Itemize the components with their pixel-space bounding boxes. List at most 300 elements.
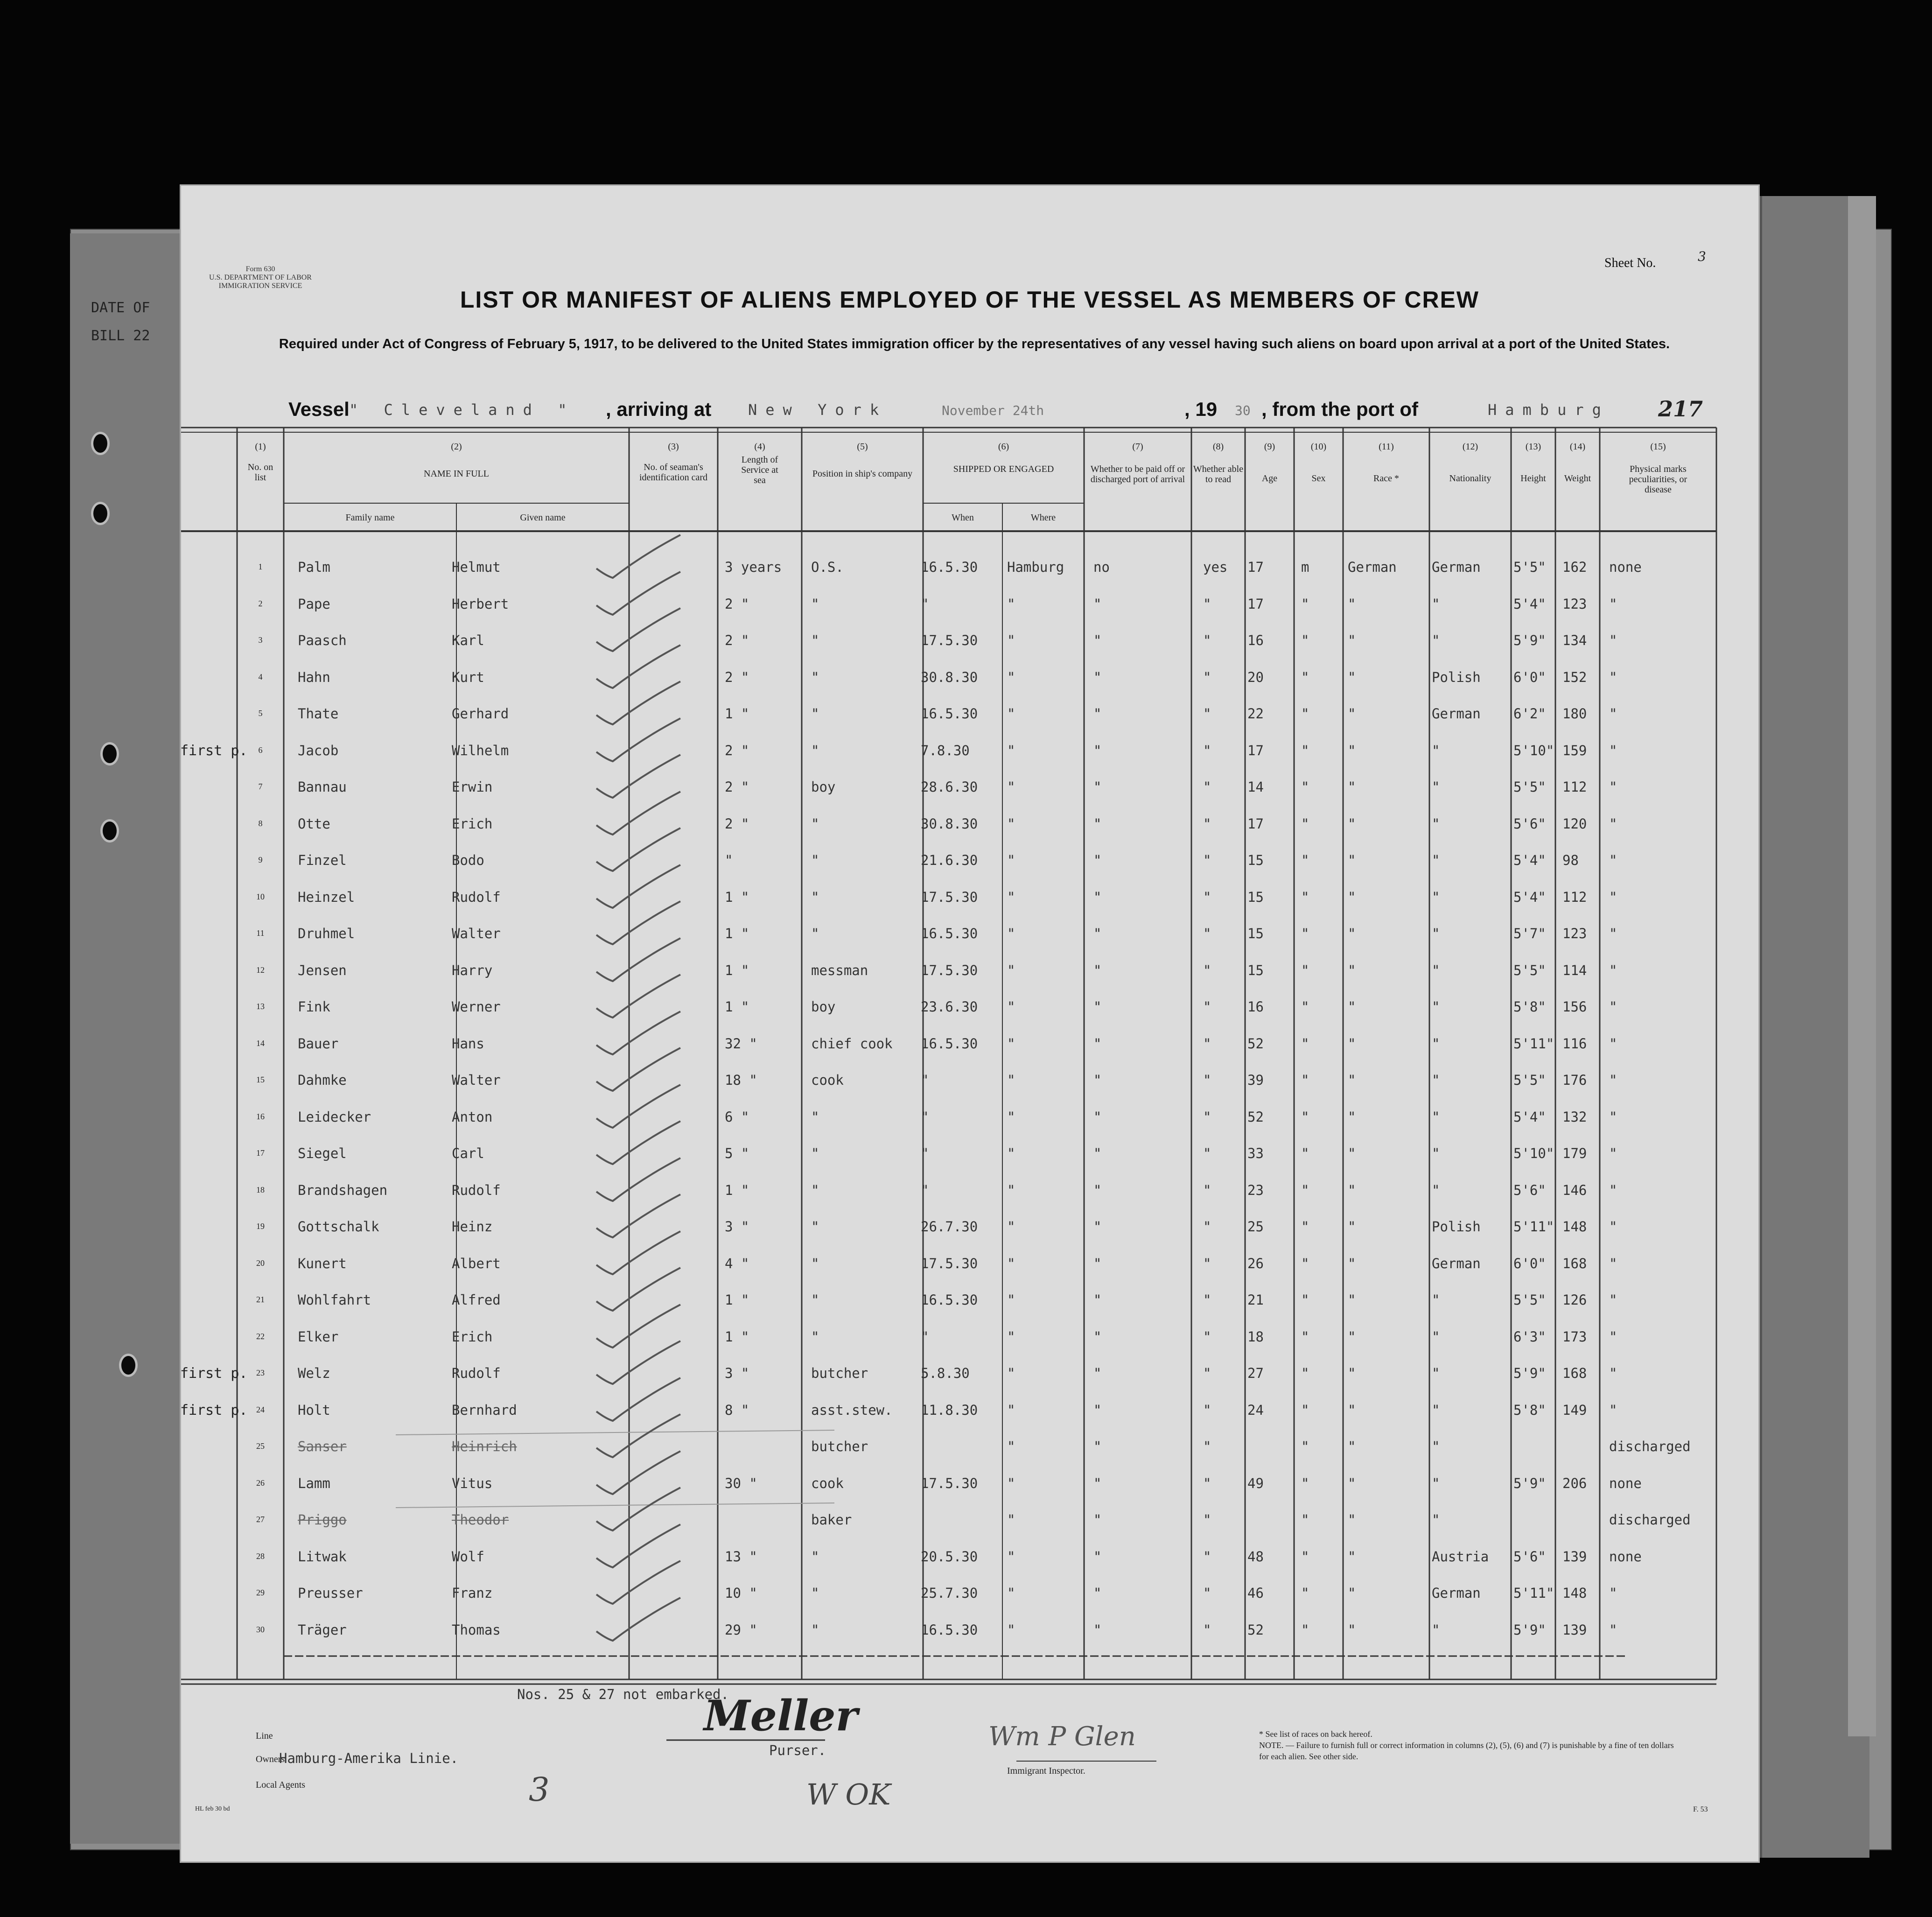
cell-given: Erich bbox=[452, 815, 493, 832]
cell-service: 2 " bbox=[725, 632, 749, 648]
cell-family: Sanser bbox=[298, 1439, 347, 1454]
cell-when: 17.5.30 bbox=[921, 962, 978, 978]
cell-height: 5'11" bbox=[1513, 1035, 1554, 1052]
cell-read: " bbox=[1203, 1475, 1211, 1491]
cell-race: " bbox=[1348, 1035, 1356, 1052]
cell-race: " bbox=[1348, 889, 1356, 905]
cell-paid: " bbox=[1093, 1512, 1102, 1528]
cell-paid: " bbox=[1093, 1182, 1102, 1198]
cell-sex: " bbox=[1301, 1548, 1309, 1565]
cell-nationality: " bbox=[1432, 1402, 1440, 1418]
cell-marks: " bbox=[1609, 1585, 1617, 1601]
cell-family: Kunert bbox=[298, 1255, 347, 1271]
cell-service: 5 " bbox=[725, 1145, 749, 1161]
cell-service: 29 " bbox=[725, 1622, 757, 1638]
cell-nationality: German bbox=[1432, 1585, 1481, 1601]
cell-given: Erich bbox=[452, 1328, 493, 1345]
row-number: 28 bbox=[256, 1551, 265, 1561]
cell-paid: " bbox=[1093, 779, 1102, 795]
cell-sex: " bbox=[1301, 1109, 1309, 1125]
printer-code: HL feb 30 bd bbox=[195, 1805, 230, 1812]
col-5-header: (5) Position in ship's company bbox=[812, 442, 913, 479]
penalty-note: NOTE. — Failure to furnish full or correct information in columns (2), (5), (6) and (7) is punishable by a fine of ten dollars for each alien. See other side. bbox=[1259, 1741, 1674, 1761]
cell-where: " bbox=[1007, 1328, 1015, 1345]
cell-race: " bbox=[1348, 1292, 1356, 1308]
cell-family: Pape bbox=[298, 596, 330, 612]
cell-race: " bbox=[1348, 632, 1356, 648]
cell-read: " bbox=[1203, 1292, 1211, 1308]
cell-height: 5'5" bbox=[1513, 1072, 1546, 1088]
cell-when: " bbox=[921, 596, 929, 612]
cell-position: " bbox=[811, 1292, 819, 1308]
cell-family: Heinzel bbox=[298, 889, 355, 905]
cell-family: Jacob bbox=[298, 742, 339, 758]
cell-weight: 120 bbox=[1562, 815, 1587, 832]
cell-paid: " bbox=[1093, 1328, 1102, 1345]
cell-when: " bbox=[921, 1109, 929, 1125]
cell-when: 7.8.30 bbox=[921, 742, 970, 758]
margin-note: first p. bbox=[180, 1365, 248, 1382]
check-mark-icon bbox=[592, 1594, 685, 1645]
col-2-family-subheader: Family name bbox=[345, 513, 395, 523]
cell-position: " bbox=[811, 889, 819, 905]
cell-read: " bbox=[1203, 632, 1211, 648]
cell-nationality: " bbox=[1432, 1145, 1440, 1161]
cell-age: 33 bbox=[1247, 1145, 1264, 1161]
cell-height: 5'4" bbox=[1513, 889, 1546, 905]
cell-weight: 162 bbox=[1562, 559, 1587, 575]
cell-read: " bbox=[1203, 1109, 1211, 1125]
cell-marks: " bbox=[1609, 1622, 1617, 1638]
binder-hole bbox=[91, 502, 110, 525]
footer-note bbox=[1259, 1728, 1679, 1762]
row-number: 5 bbox=[258, 709, 263, 718]
cell-weight: 176 bbox=[1562, 1072, 1587, 1088]
cell-position: boy bbox=[811, 999, 836, 1015]
cell-where: " bbox=[1007, 1292, 1015, 1308]
col-6-when-subheader: When bbox=[952, 513, 974, 523]
cell-race: " bbox=[1348, 1109, 1356, 1125]
cell-position: " bbox=[811, 742, 819, 758]
cell-height: 5'5" bbox=[1513, 1292, 1546, 1308]
cell-read: " bbox=[1203, 742, 1211, 758]
cell-position: " bbox=[811, 815, 819, 832]
cell-race: " bbox=[1348, 1402, 1356, 1418]
cell-read: " bbox=[1203, 815, 1211, 832]
cell-age: 15 bbox=[1247, 852, 1264, 868]
cell-read: yes bbox=[1203, 559, 1228, 575]
cell-sex: m bbox=[1301, 559, 1309, 575]
cell-marks: none bbox=[1609, 1475, 1642, 1491]
cell-weight: 156 bbox=[1562, 999, 1587, 1015]
cell-when: " bbox=[921, 1072, 929, 1088]
col-13-header: (13) Height bbox=[1520, 442, 1546, 484]
cell-race: German bbox=[1348, 559, 1397, 575]
cell-age: 15 bbox=[1247, 889, 1264, 905]
cell-where: " bbox=[1007, 596, 1015, 612]
cell-service: 3 years bbox=[725, 559, 782, 575]
cell-when: 16.5.30 bbox=[921, 559, 978, 575]
cell-read: " bbox=[1203, 1585, 1211, 1601]
cell-given: Alfred bbox=[452, 1292, 501, 1308]
cell-given: Kurt bbox=[452, 669, 484, 685]
cell-read: " bbox=[1203, 1072, 1211, 1088]
cell-given: Rudolf bbox=[452, 889, 501, 905]
cell-position: " bbox=[811, 669, 819, 685]
department-name: U.S. DEPARTMENT OF LABOR bbox=[209, 274, 312, 281]
cell-given: Wolf bbox=[452, 1548, 484, 1565]
cell-where: " bbox=[1007, 742, 1015, 758]
purser-label: Purser. bbox=[769, 1742, 826, 1758]
not-embarked-note: Nos. 25 & 27 not embarked. bbox=[517, 1686, 729, 1702]
cell-age: 17 bbox=[1247, 815, 1264, 832]
cell-when: 17.5.30 bbox=[921, 889, 978, 905]
cell-weight: 146 bbox=[1562, 1182, 1587, 1198]
cell-sex: " bbox=[1301, 779, 1309, 795]
cell-height: 5'7" bbox=[1513, 926, 1546, 941]
cell-service: 1 " bbox=[725, 889, 749, 905]
row-number: 29 bbox=[256, 1588, 265, 1597]
cell-where: " bbox=[1007, 815, 1015, 832]
cell-when: 26.7.30 bbox=[921, 1219, 978, 1235]
cell-paid: " bbox=[1093, 889, 1102, 905]
from-port-label: , from the port of bbox=[1261, 398, 1418, 420]
cell-weight: 168 bbox=[1562, 1255, 1587, 1271]
cell-family: Druhmel bbox=[298, 926, 355, 941]
cell-family: Dahmke bbox=[298, 1072, 347, 1088]
cell-given: Carl bbox=[452, 1145, 484, 1161]
col-2-header: (2) NAME IN FULL bbox=[424, 442, 489, 479]
cell-weight: 159 bbox=[1562, 742, 1587, 758]
binder-hole bbox=[100, 819, 119, 843]
cell-paid: " bbox=[1093, 1585, 1102, 1601]
form-code: F. 53 bbox=[1693, 1805, 1708, 1813]
cell-where: " bbox=[1007, 1109, 1015, 1125]
cell-weight: 179 bbox=[1562, 1145, 1587, 1161]
cell-marks: " bbox=[1609, 926, 1617, 941]
cell-weight: 123 bbox=[1562, 596, 1587, 612]
row-number: 13 bbox=[256, 1002, 265, 1011]
cell-given: Herbert bbox=[452, 596, 509, 612]
cell-when: 28.6.30 bbox=[921, 779, 978, 795]
cell-sex: " bbox=[1301, 1328, 1309, 1345]
cell-given: Rudolf bbox=[452, 1365, 501, 1381]
cell-position: " bbox=[811, 1585, 819, 1601]
cell-weight: 123 bbox=[1562, 926, 1587, 941]
cell-paid: " bbox=[1093, 1292, 1102, 1308]
cell-age: 39 bbox=[1247, 1072, 1264, 1088]
col-1-header: (1) No. on list bbox=[247, 442, 273, 483]
cell-weight: 139 bbox=[1562, 1622, 1587, 1638]
cell-position: cook bbox=[811, 1475, 844, 1491]
cell-marks: " bbox=[1609, 596, 1617, 612]
cell-read: " bbox=[1203, 706, 1211, 722]
cell-marks: discharged bbox=[1609, 1512, 1691, 1528]
col-3-header: (3) No. of seaman's identification card bbox=[639, 442, 708, 483]
cell-paid: " bbox=[1093, 596, 1102, 612]
cell-position: O.S. bbox=[811, 559, 844, 575]
col-7-header: (7) Whether to be paid off or discharged port of arrival bbox=[1090, 442, 1185, 485]
cell-weight: 152 bbox=[1562, 669, 1587, 685]
cell-sex: " bbox=[1301, 1475, 1309, 1491]
local-agents-label: Local Agents bbox=[256, 1780, 306, 1790]
cell-nationality: " bbox=[1432, 1182, 1440, 1198]
cell-read: " bbox=[1203, 926, 1211, 941]
cell-when: " bbox=[921, 1145, 929, 1161]
cell-position: " bbox=[811, 852, 819, 868]
cell-age: 20 bbox=[1247, 669, 1264, 685]
cell-read: " bbox=[1203, 1439, 1211, 1454]
cell-age: 27 bbox=[1247, 1365, 1264, 1381]
cell-family: Brandshagen bbox=[298, 1182, 388, 1198]
row-number: 17 bbox=[256, 1148, 265, 1158]
cell-position: butcher bbox=[811, 1439, 868, 1454]
cell-nationality: " bbox=[1432, 596, 1440, 612]
row-number: 4 bbox=[258, 672, 263, 681]
cell-nationality: Polish bbox=[1432, 669, 1481, 685]
cell-age: 22 bbox=[1247, 706, 1264, 722]
cell-read: " bbox=[1203, 1402, 1211, 1418]
cell-when: 21.6.30 bbox=[921, 852, 978, 868]
cell-when: 23.6.30 bbox=[921, 999, 978, 1015]
cell-given: Thomas bbox=[452, 1622, 501, 1638]
cell-paid: " bbox=[1093, 1439, 1102, 1454]
cell-height: 5'6" bbox=[1513, 1548, 1546, 1565]
cell-sex: " bbox=[1301, 596, 1309, 612]
row-number: 18 bbox=[256, 1185, 265, 1194]
cell-weight: 173 bbox=[1562, 1328, 1587, 1345]
cell-position: " bbox=[811, 1548, 819, 1565]
owners-value: Hamburg-Amerika Linie. bbox=[279, 1750, 459, 1766]
cell-given: Bodo bbox=[452, 852, 484, 868]
cell-race: " bbox=[1348, 1255, 1356, 1271]
cell-service: 4 " bbox=[725, 1255, 749, 1271]
cell-when: 20.5.30 bbox=[921, 1548, 978, 1565]
cell-family: Otte bbox=[298, 815, 330, 832]
cell-sex: " bbox=[1301, 632, 1309, 648]
cell-nationality: Polish bbox=[1432, 1219, 1481, 1235]
row-number: 8 bbox=[258, 818, 263, 828]
cell-age: 15 bbox=[1247, 962, 1264, 978]
line-label: Line bbox=[256, 1731, 273, 1741]
arriving-port: New York bbox=[748, 401, 888, 419]
col-6-where-subheader: Where bbox=[1030, 513, 1056, 523]
col-2-given-subheader: Given name bbox=[520, 513, 566, 523]
cell-when: " bbox=[921, 1182, 929, 1198]
cell-where: " bbox=[1007, 1475, 1015, 1491]
cell-marks: discharged bbox=[1609, 1439, 1691, 1454]
cell-weight: 116 bbox=[1562, 1035, 1587, 1052]
row-number: 2 bbox=[258, 598, 263, 608]
row-number: 6 bbox=[258, 745, 263, 755]
cell-race: " bbox=[1348, 1072, 1356, 1088]
cell-sex: " bbox=[1301, 889, 1309, 905]
cell-position: " bbox=[811, 1255, 819, 1271]
row-number: 24 bbox=[256, 1404, 265, 1414]
cell-position: baker bbox=[811, 1512, 852, 1528]
cell-marks: " bbox=[1609, 669, 1617, 685]
year-value: 30 bbox=[1235, 403, 1251, 418]
cell-given: Heinrich bbox=[452, 1439, 517, 1454]
page-number: 217 bbox=[1658, 396, 1703, 421]
cell-position: chief cook bbox=[811, 1035, 893, 1052]
cell-family: Siegel bbox=[298, 1145, 347, 1161]
inspector-signature: Wm P Glen bbox=[988, 1721, 1136, 1752]
cell-service: 1 " bbox=[725, 1182, 749, 1198]
cell-marks: " bbox=[1609, 742, 1617, 758]
cell-race: " bbox=[1348, 1365, 1356, 1381]
cell-sex: " bbox=[1301, 1512, 1309, 1528]
cell-given: Walter bbox=[452, 1072, 501, 1088]
cell-family: Finzel bbox=[298, 852, 347, 868]
cell-marks: " bbox=[1609, 1328, 1617, 1345]
cell-age: 17 bbox=[1247, 596, 1264, 612]
cell-race: " bbox=[1348, 1219, 1356, 1235]
cell-family: Priggo bbox=[298, 1512, 347, 1528]
cell-paid: " bbox=[1093, 1219, 1102, 1235]
cell-nationality: " bbox=[1432, 1035, 1440, 1052]
cell-marks: " bbox=[1609, 1402, 1617, 1418]
cell-marks: " bbox=[1609, 1035, 1617, 1052]
cell-where: " bbox=[1007, 889, 1015, 905]
cell-paid: " bbox=[1093, 669, 1102, 685]
cell-family: Hahn bbox=[298, 669, 330, 685]
cell-paid: " bbox=[1093, 926, 1102, 941]
cell-family: Welz bbox=[298, 1365, 330, 1381]
cell-marks: " bbox=[1609, 1109, 1617, 1125]
cell-marks: " bbox=[1609, 1292, 1617, 1308]
cell-when: 11.8.30 bbox=[921, 1402, 978, 1418]
cell-nationality: German bbox=[1432, 559, 1481, 575]
cell-family: Elker bbox=[298, 1328, 339, 1345]
cell-height: 5'9" bbox=[1513, 1365, 1546, 1381]
cell-family: Bannau bbox=[298, 779, 347, 795]
row-number: 12 bbox=[256, 965, 265, 975]
cell-height: 5'10" bbox=[1513, 742, 1554, 758]
row-number: 7 bbox=[258, 782, 263, 791]
cell-marks: " bbox=[1609, 1145, 1617, 1161]
cell-given: Walter bbox=[452, 926, 501, 941]
cell-position: asst.stew. bbox=[811, 1402, 893, 1418]
cell-nationality: " bbox=[1432, 1109, 1440, 1125]
cell-paid: " bbox=[1093, 1072, 1102, 1088]
sheet-number-value: 3 bbox=[1698, 249, 1706, 264]
cell-read: " bbox=[1203, 889, 1211, 905]
cell-where: " bbox=[1007, 999, 1015, 1015]
stub-line-1: DATE OF bbox=[91, 300, 150, 316]
cell-nationality: " bbox=[1432, 815, 1440, 832]
cell-where: " bbox=[1007, 706, 1015, 722]
cell-where: " bbox=[1007, 779, 1015, 795]
margin-note: first p. bbox=[180, 1402, 248, 1418]
cell-marks: " bbox=[1609, 889, 1617, 905]
cell-position: butcher bbox=[811, 1365, 868, 1381]
cell-paid: " bbox=[1093, 999, 1102, 1015]
binder-hole bbox=[100, 742, 119, 765]
cell-marks: " bbox=[1609, 632, 1617, 648]
cell-where: Hamburg bbox=[1007, 559, 1064, 575]
from-port: Hamburg bbox=[1488, 401, 1610, 419]
cell-service: 1 " bbox=[725, 1292, 749, 1308]
cell-position: " bbox=[811, 926, 819, 941]
cell-where: " bbox=[1007, 1439, 1015, 1454]
cell-family: Gottschalk bbox=[298, 1219, 379, 1235]
col-10-header: (10) Sex bbox=[1310, 442, 1327, 484]
cell-service: 3 " bbox=[725, 1219, 749, 1235]
cell-given: Heinz bbox=[452, 1219, 493, 1235]
cell-nationality: " bbox=[1432, 779, 1440, 795]
cell-marks: " bbox=[1609, 999, 1617, 1015]
cell-read: " bbox=[1203, 1622, 1211, 1638]
cell-family: Preusser bbox=[298, 1585, 363, 1601]
service-name: IMMIGRATION SERVICE bbox=[218, 282, 302, 290]
cell-position: " bbox=[811, 1145, 819, 1161]
cell-service: 2 " bbox=[725, 669, 749, 685]
cell-sex: " bbox=[1301, 1219, 1309, 1235]
cell-age: 23 bbox=[1247, 1182, 1264, 1198]
cell-when: 30.8.30 bbox=[921, 669, 978, 685]
cell-nationality: German bbox=[1432, 1255, 1481, 1271]
cell-nationality: " bbox=[1432, 1439, 1440, 1454]
cell-where: " bbox=[1007, 669, 1015, 685]
inspector-label: Immigrant Inspector. bbox=[1007, 1766, 1085, 1776]
cell-when: 16.5.30 bbox=[921, 706, 978, 722]
cell-given: Werner bbox=[452, 999, 501, 1015]
cell-read: " bbox=[1203, 779, 1211, 795]
cell-position: " bbox=[811, 706, 819, 722]
cell-when: 16.5.30 bbox=[921, 926, 978, 941]
cell-sex: " bbox=[1301, 1402, 1309, 1418]
cell-where: " bbox=[1007, 1402, 1015, 1418]
cell-family: Bauer bbox=[298, 1035, 339, 1052]
cell-when: 17.5.30 bbox=[921, 632, 978, 648]
cell-height: 5'6" bbox=[1513, 1182, 1546, 1198]
cell-weight: 134 bbox=[1562, 632, 1587, 648]
cell-given: Theodor bbox=[452, 1512, 509, 1528]
cell-position: " bbox=[811, 632, 819, 648]
cell-weight: 148 bbox=[1562, 1219, 1587, 1235]
cell-given: Franz bbox=[452, 1585, 493, 1601]
row-number: 25 bbox=[256, 1441, 265, 1451]
cell-given: Hans bbox=[452, 1035, 484, 1052]
row-number: 26 bbox=[256, 1478, 265, 1488]
handwritten-mark-3: 3 bbox=[529, 1770, 550, 1809]
backing-sheet-edge bbox=[70, 233, 187, 1844]
cell-when: 16.5.30 bbox=[921, 1292, 978, 1308]
cell-family: Palm bbox=[298, 559, 330, 575]
cell-nationality: " bbox=[1432, 889, 1440, 905]
cell-sex: " bbox=[1301, 926, 1309, 941]
cell-paid: " bbox=[1093, 1475, 1102, 1491]
cell-where: " bbox=[1007, 1255, 1015, 1271]
cell-age: 52 bbox=[1247, 1109, 1264, 1125]
handwritten-mark-ok: W OK bbox=[806, 1777, 891, 1812]
cell-height: 5'5" bbox=[1513, 962, 1546, 978]
cell-weight: 126 bbox=[1562, 1292, 1587, 1308]
cell-age: 14 bbox=[1247, 779, 1264, 795]
cell-marks: " bbox=[1609, 779, 1617, 795]
cell-nationality: " bbox=[1432, 852, 1440, 868]
cell-nationality: " bbox=[1432, 1512, 1440, 1528]
cell-service: 2 " bbox=[725, 596, 749, 612]
cell-service: 3 " bbox=[725, 1365, 749, 1381]
cell-position: boy bbox=[811, 779, 836, 795]
cell-age: 25 bbox=[1247, 1219, 1264, 1235]
cell-weight: 98 bbox=[1562, 852, 1579, 868]
row-number: 16 bbox=[256, 1111, 265, 1121]
cell-when: 17.5.30 bbox=[921, 1255, 978, 1271]
cell-height: 6'2" bbox=[1513, 706, 1546, 722]
